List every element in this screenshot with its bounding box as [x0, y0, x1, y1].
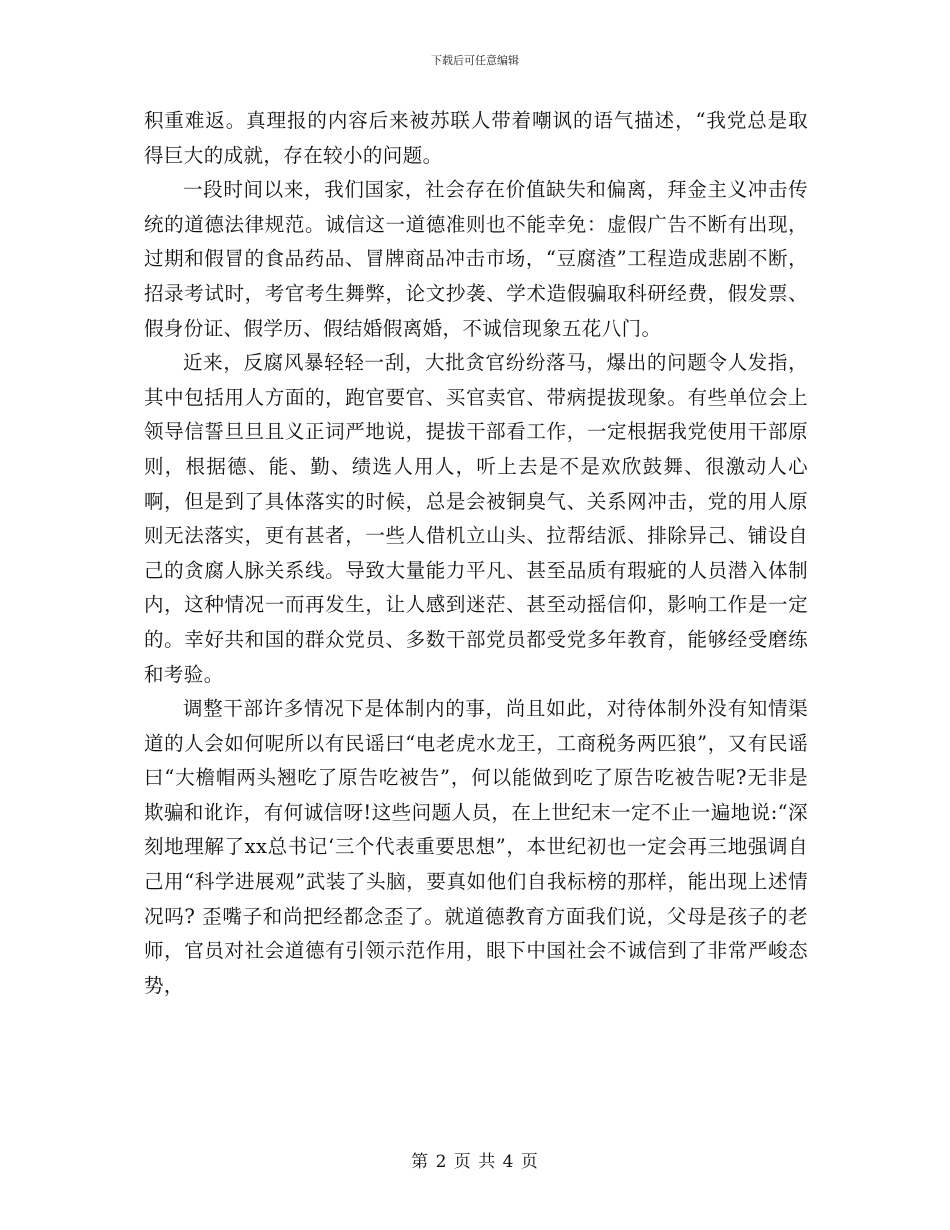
- paragraph-continuation: 积重难返。真理报的内容后来被苏联人带着嘲讽的语气描述，“我党总是取得巨大的成就，存在较小的问题。: [144, 109, 808, 167]
- page-number-footer: 第 2 页 共 4 页: [411, 1152, 539, 1172]
- page-header-note: 下载后可任意编辑: [431, 54, 519, 67]
- paragraph-integrity-crisis: 一段时间以来，我们国家，社会存在价值缺失和偏离，拜金主义冲击传统的道德法律规范。诚信这一道德准则也不能幸免：虚假广告不断有出现，过期和假冒的食品药品、冒牌商品冲击市场，“豆腐渣”工程造成悲剧不断，招录考试时，考官考生舞弊，论文抄袭、学术造假骗取科研经费，假发票、假身份证、假学历、假结婚假离婚，不诚信现象五花八门。: [144, 178, 808, 340]
- paragraph-anti-corruption: 近来，反腐风暴轻轻一刮，大批贪官纷纷落马，爆出的问题令人发指，其中包括用人方面的，跑官要官、买官卖官、带病提拔现象。有些单位会上领导信誓旦旦且义正词严地说，提拔干部看工作，一定根据我党使用干部原则，根据德、能、勤、绩选人用人，听上去是不是欢欣鼓舞、很激动人心啊，但是到了具体落实的时候，总是会被铜臭气、关系网冲击，党的用人原则无法落实，更有甚者，一些人借机立山头、拉帮结派、排除异己、铺设自己的贪腐人脉关系线。导致大量能力平凡、甚至品质有瑕疵的人员潜入体制内，这种情况一而再发生，让人感到迷茫、甚至动摇信仰，影响工作是一定的。幸好共和国的群众党员、多数干部党员都受党多年教育，能够经受磨练和考验。: [144, 351, 808, 686]
- paragraph-cadre-adjustment: 调整干部许多情况下是体制内的事，尚且如此，对待体制外没有知情渠道的人会如何呢所以有民谣曰“电老虎水龙王，工商税务两匹狼”，又有民谣曰“大檐帽两头翘吃了原告吃被告”，何以能做到吃了原告吃被告呢?无非是欺骗和讹诈，有何诚信呀!这些问题人员，在上世纪末一定不止一遍地说:“深刻地理解了xx总书记‘三个代表重要思想”，本世纪初也一定会再三地强调自己用“科学进展观”武装了头脑，要真如他们自我标榜的那样，能出现上述情况吗? 歪嘴子和尚把经都念歪了。就道德教育方面我们说，父母是孩子的老师，官员对社会道德有引领示范作用，眼下中国社会不诚信到了非常严峻态势，: [144, 697, 808, 997]
- document-body: [144, 104, 808, 1003]
